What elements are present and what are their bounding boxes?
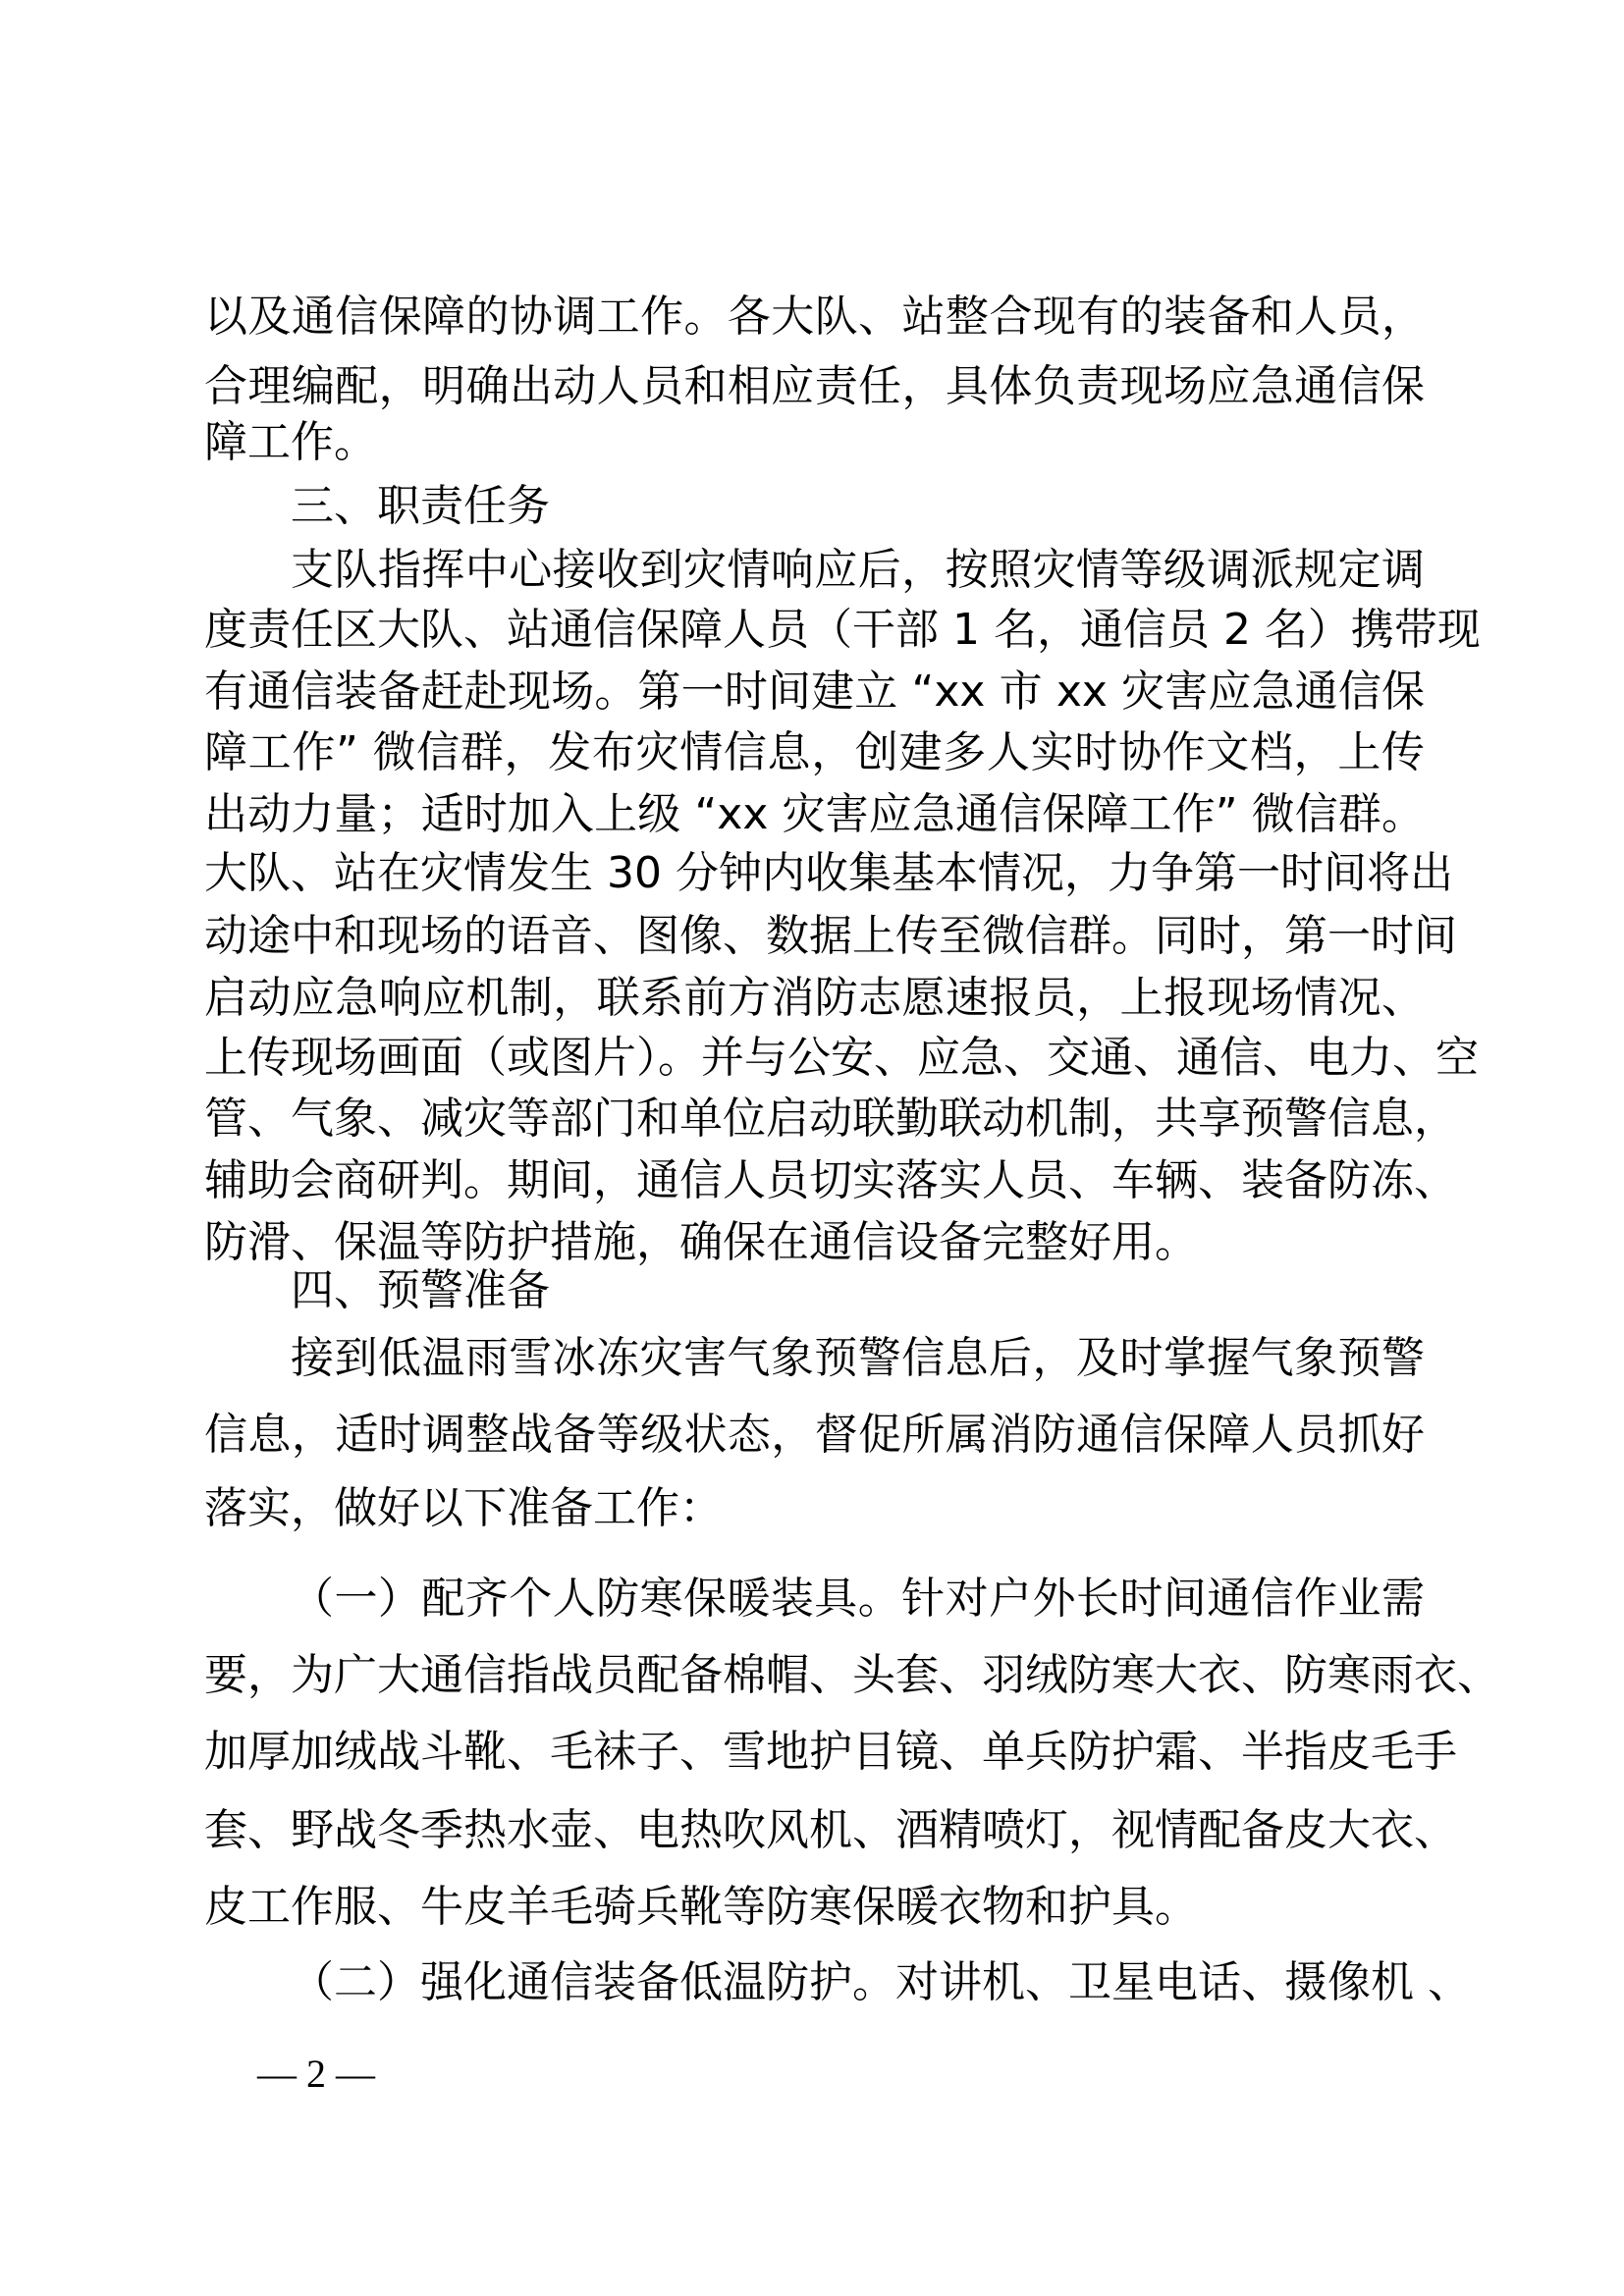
text-line: 辅助会商研判。期间，通信人员切实落实人员、车辆、装备防冻、 <box>204 1155 1457 1205</box>
text-line: 动途中和现场的语音、图像、数据上传至微信群。同时，第一时间 <box>204 911 1457 961</box>
text-line: 皮工作服、牛皮羊毛骑兵靴等防寒保暖衣物和护具。 <box>204 1882 1198 1932</box>
page-number: — 2 — <box>257 2052 375 2096</box>
text-line: 套、野战冬季热水壶、电热吹风机、酒精喷灯，视情配备皮大衣、 <box>204 1805 1457 1855</box>
text-line: 管、气象、减灾等部门和单位启动联勤联动机制，共享预警信息， <box>204 1094 1457 1144</box>
text-line: 加厚加绒战斗靴、毛袜子、雪地护目镜、单兵防护霜、半指皮毛手 <box>204 1727 1457 1777</box>
text-line: 合理编配，明确出动人员和相应责任，具体负责现场应急通信保 <box>204 361 1425 411</box>
text-line: 四、预警准备 <box>291 1265 550 1315</box>
text-line: 要，为广大通信指战员配备棉帽、头套、羽绒防寒大衣、防寒雨衣、 <box>204 1650 1500 1700</box>
text-line: 防滑、保温等防护措施，确保在通信设备完整好用。 <box>204 1217 1198 1267</box>
text-line: 度责任区大队、站通信保障人员（干部 1 名，通信员 2 名）携带现 <box>204 605 1481 655</box>
text-line: 支队指挥中心接收到灾情响应后，按照灾情等级调派规定调 <box>291 545 1425 595</box>
text-line: （一）配齐个人防寒保暖装具。针对户外长时间通信作业需 <box>291 1574 1425 1624</box>
text-line: 接到低温雨雪冰冻灾害气象预警信息后，及时掌握气象预警 <box>291 1333 1425 1383</box>
text-line: 有通信装备赶赴现场。第一时间建立 “xx 市 xx 灾害应急通信保 <box>204 667 1425 717</box>
text-line: （二）强化通信装备低温防护。对讲机、卫星电话、摄像机 、 <box>291 1957 1471 2007</box>
text-line: 以及通信保障的协调工作。各大队、站整合现有的装备和人员， <box>204 292 1425 342</box>
text-line: 上传现场画面（或图片）。并与公安、应急、交通、通信、电力、空 <box>204 1033 1479 1083</box>
text-line: 三、职责任务 <box>291 481 550 531</box>
text-line: 出动力量；适时加入上级 “xx 灾害应急通信保障工作” 微信群。 <box>204 789 1425 839</box>
text-line: 启动应急响应机制，联系前方消防志愿速报员，上报现场情况、 <box>204 973 1425 1023</box>
text-line: 落实，做好以下准备工作： <box>204 1483 723 1533</box>
text-line: 障工作。 <box>204 417 377 467</box>
text-line: 障工作” 微信群，发布灾情信息，创建多人实时协作文档，上传 <box>204 727 1425 777</box>
text-line: 信息，适时调整战备等级状态，督促所属消防通信保障人员抓好 <box>204 1410 1425 1460</box>
text-line: 大队、站在灾情发生 30 分钟内收集基本情况，力争第一时间将出 <box>204 848 1453 898</box>
